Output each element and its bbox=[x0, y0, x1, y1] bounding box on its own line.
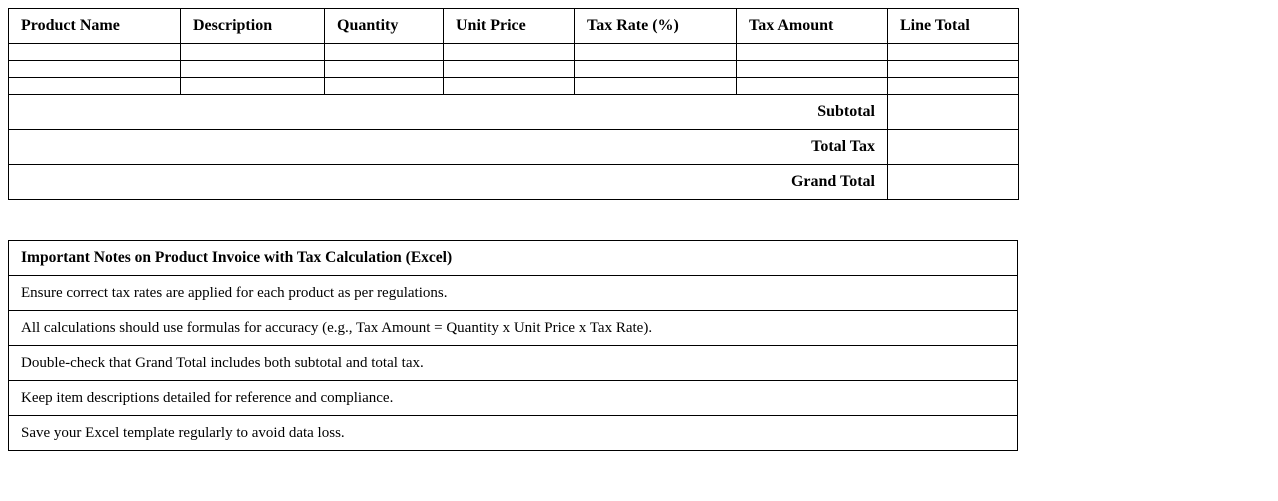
description-cell[interactable] bbox=[181, 61, 325, 78]
description-cell[interactable] bbox=[181, 78, 325, 95]
grand-total-label: Grand Total bbox=[9, 165, 888, 200]
product-name-cell[interactable] bbox=[9, 44, 181, 61]
column-header-line-total: Line Total bbox=[888, 9, 1019, 44]
line-total-cell[interactable] bbox=[888, 61, 1019, 78]
list-item bbox=[9, 311, 1018, 346]
note-text: Ensure correct tax rates are applied for each product as per regulations. bbox=[9, 276, 1018, 311]
column-header-tax-rate: Tax Rate (%) bbox=[575, 9, 737, 44]
note-text: Double-check that Grand Total includes both subtotal and total tax. bbox=[9, 346, 1018, 381]
table-row bbox=[9, 78, 1019, 95]
invoice-header-row bbox=[9, 9, 1019, 44]
line-total-cell[interactable] bbox=[888, 78, 1019, 95]
quantity-cell[interactable] bbox=[325, 44, 444, 61]
unit-price-cell[interactable] bbox=[444, 44, 575, 61]
quantity-cell[interactable] bbox=[325, 78, 444, 95]
product-name-cell[interactable] bbox=[9, 78, 181, 95]
table-row bbox=[9, 44, 1019, 61]
description-cell[interactable] bbox=[181, 44, 325, 61]
tax-amount-cell[interactable] bbox=[737, 78, 888, 95]
column-header-quantity: Quantity bbox=[325, 9, 444, 44]
total-tax-label: Total Tax bbox=[9, 130, 888, 165]
tax-rate-cell[interactable] bbox=[575, 78, 737, 95]
table-row bbox=[9, 61, 1019, 78]
grand-total-value-cell[interactable] bbox=[888, 165, 1019, 200]
subtotal-label: Subtotal bbox=[9, 95, 888, 130]
column-header-product-name: Product Name bbox=[9, 9, 181, 44]
unit-price-cell[interactable] bbox=[444, 78, 575, 95]
subtotal-value-cell[interactable] bbox=[888, 95, 1019, 130]
tax-rate-cell[interactable] bbox=[575, 44, 737, 61]
notes-title: Important Notes on Product Invoice with Tax Calculation (Excel) bbox=[9, 241, 1018, 276]
list-item bbox=[9, 276, 1018, 311]
list-item bbox=[9, 346, 1018, 381]
list-item bbox=[9, 381, 1018, 416]
invoice-table bbox=[8, 8, 1019, 200]
product-name-cell[interactable] bbox=[9, 61, 181, 78]
tax-amount-cell[interactable] bbox=[737, 61, 888, 78]
column-header-tax-amount: Tax Amount bbox=[737, 9, 888, 44]
grand-total-row bbox=[9, 165, 1019, 200]
note-text: Keep item descriptions detailed for reference and compliance. bbox=[9, 381, 1018, 416]
total-tax-row bbox=[9, 130, 1019, 165]
total-tax-value-cell[interactable] bbox=[888, 130, 1019, 165]
note-text: All calculations should use formulas for accuracy (e.g., Tax Amount = Quantity x Unit Price x Tax Rate). bbox=[9, 311, 1018, 346]
list-item bbox=[9, 416, 1018, 451]
tax-amount-cell[interactable] bbox=[737, 44, 888, 61]
quantity-cell[interactable] bbox=[325, 61, 444, 78]
line-total-cell[interactable] bbox=[888, 44, 1019, 61]
column-header-description: Description bbox=[181, 9, 325, 44]
note-text: Save your Excel template regularly to avoid data loss. bbox=[9, 416, 1018, 451]
tax-rate-cell[interactable] bbox=[575, 61, 737, 78]
subtotal-row bbox=[9, 95, 1019, 130]
column-header-unit-price: Unit Price bbox=[444, 9, 575, 44]
unit-price-cell[interactable] bbox=[444, 61, 575, 78]
notes-header-row bbox=[9, 241, 1018, 276]
notes-table bbox=[8, 240, 1018, 451]
